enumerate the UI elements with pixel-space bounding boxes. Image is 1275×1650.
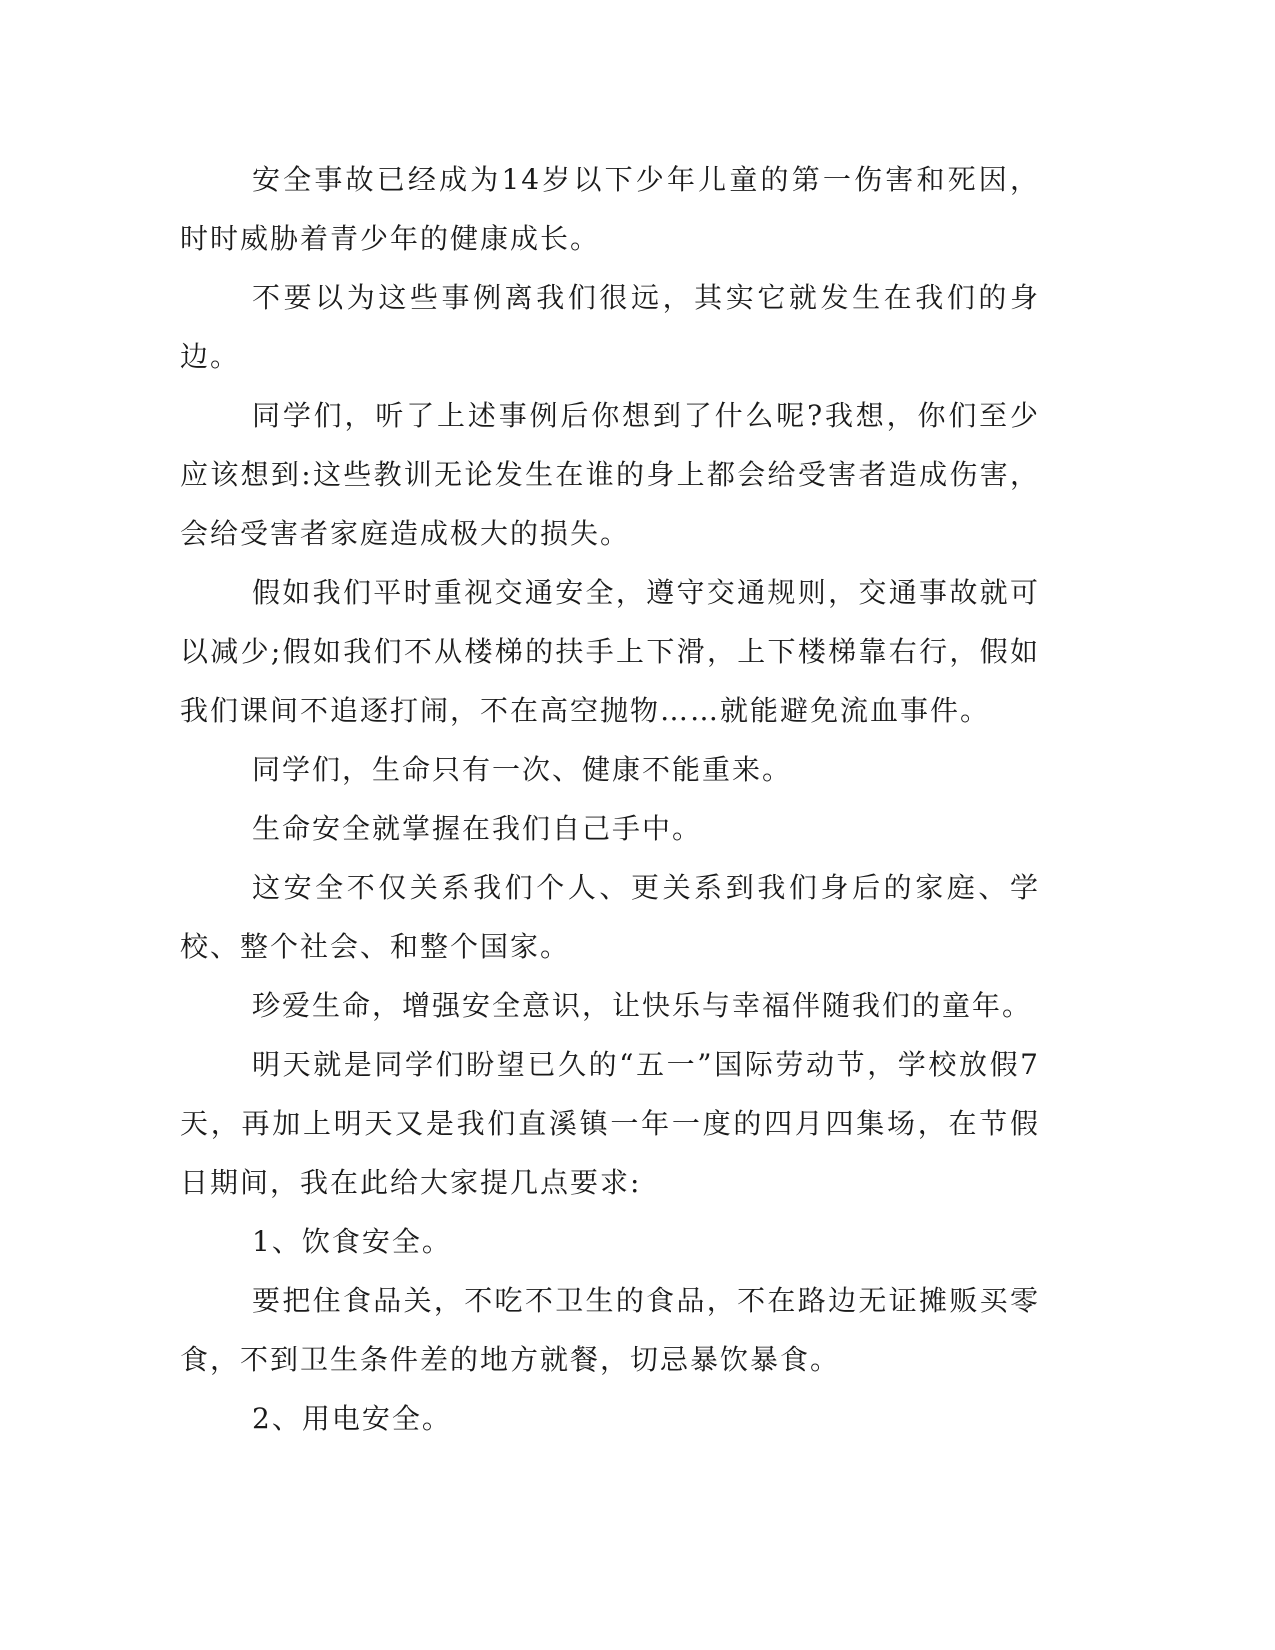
document-page [180, 150, 1040, 1448]
paragraph-8: 珍爱生命，增强安全意识，让快乐与幸福伴随我们的童年。 [252, 989, 1033, 1022]
paragraph-5: 同学们，生命只有一次、健康不能重来。 [252, 753, 793, 786]
paragraph-2: 不要以为这些事例离我们很远，其实它就发生在我们的身边。 [180, 281, 1040, 373]
list-heading-electric-safety: 2、用电安全。 [252, 1402, 452, 1435]
paragraph-3: 同学们，听了上述事例后你想到了什么呢?我想，你们至少应该想到:这些教训无论发生在谁的身上都会给受害者造成伤害，会给受害者家庭造成极大的损失。 [180, 399, 1040, 550]
paragraph-9: 明天就是同学们盼望已久的“五一”国际劳动节，学校放假7天，再加上明天又是我们直溪镇一年一度的四月四集场，在节假日期间，我在此给大家提几点要求: [180, 1048, 1040, 1199]
paragraph-6: 生命安全就掌握在我们自己手中。 [252, 812, 703, 845]
paragraph-7: 这安全不仅关系我们个人、更关系到我们身后的家庭、学校、整个社会、和整个国家。 [180, 871, 1040, 963]
paragraph-11: 要把住食品关，不吃不卫生的食品，不在路边无证摊贩买零食，不到卫生条件差的地方就餐，切忌暴饮暴食。 [180, 1284, 1040, 1376]
paragraph-1: 安全事故已经成为14岁以下少年儿童的第一伤害和死因，时时威胁着青少年的健康成长。 [180, 163, 1040, 255]
list-heading-food-safety: 1、饮食安全。 [252, 1225, 452, 1258]
paragraph-4: 假如我们平时重视交通安全，遵守交通规则，交通事故就可以减少;假如我们不从楼梯的扶手上下滑，上下楼梯靠右行，假如我们课间不追逐打闹，不在高空抛物……就能避免流血事件。 [180, 576, 1040, 727]
